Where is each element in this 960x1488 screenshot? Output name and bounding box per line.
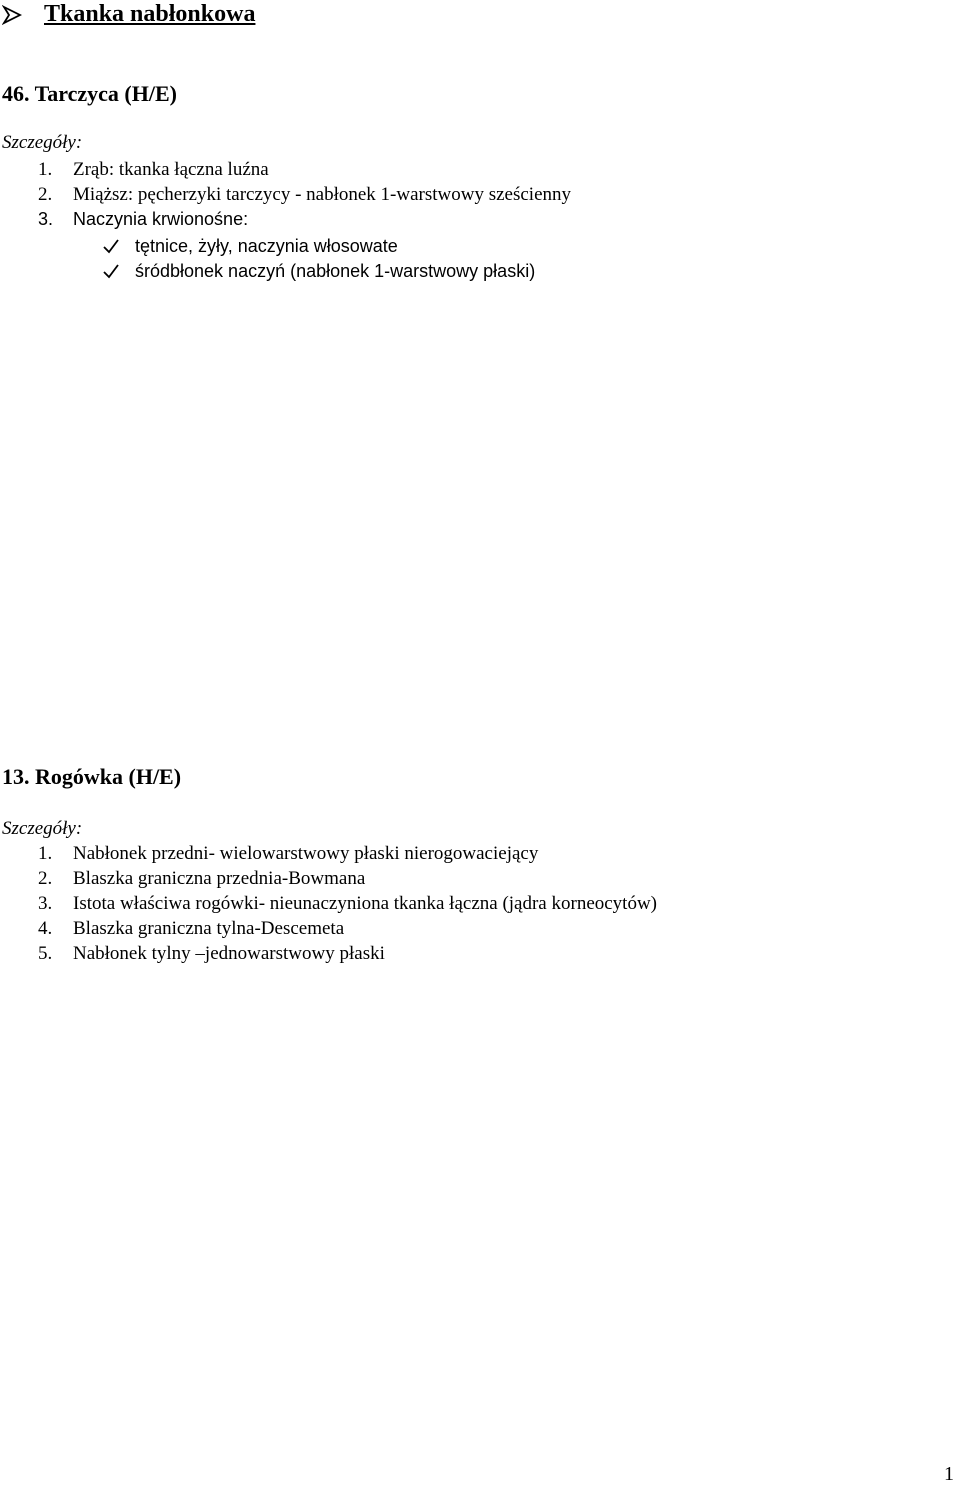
checkmark-icon: [103, 238, 119, 254]
section-title: 46. Tarczyca (H/E): [2, 81, 177, 106]
details-label: Szczegóły:: [2, 818, 83, 839]
list-text: Nabłonek przedni- wielowarstwowy płaski nierogowaciejący: [73, 843, 539, 864]
sublist-text: śródbłonek naczyń (nabłonek 1-warstwowy płaski): [135, 261, 536, 281]
list-number: 3.: [38, 893, 53, 914]
list-text: Miąższ: pęcherzyki tarczycy - nabłonek 1-warstwowy sześcienny: [73, 184, 572, 205]
list-number: 5.: [38, 943, 53, 964]
page-number: 1: [944, 1463, 954, 1485]
list-text: Naczynia krwionośne:: [73, 209, 249, 229]
list-text: Blaszka graniczna tylna-Descemeta: [73, 918, 345, 939]
details-label: Szczegóły:: [2, 132, 83, 153]
section-title: 13. Rogówka (H/E): [2, 764, 182, 789]
list-text: Zrąb: tkanka łączna luźna: [73, 159, 269, 180]
list-number: 1.: [38, 843, 53, 864]
list-text: Istota właściwa rogówki- nieunaczyniona tkanka łączna (jądra korneocytów): [73, 893, 658, 914]
list-number: 2.: [38, 184, 53, 205]
list-number: 1.: [38, 159, 53, 180]
document-title: Tkanka nabłonkowa: [44, 1, 256, 27]
arrow-bullet-icon: [2, 5, 22, 25]
sublist-text: tętnice, żyły, naczynia włosowate: [135, 236, 398, 256]
list-text: Blaszka graniczna przednia-Bowmana: [73, 868, 366, 889]
list-number: 2.: [38, 868, 53, 889]
list-number: 3.: [38, 209, 54, 229]
checkmark-icon: [103, 263, 119, 279]
list-text: Nabłonek tylny –jednowarstwowy płaski: [73, 943, 385, 964]
list-number: 4.: [38, 918, 53, 939]
